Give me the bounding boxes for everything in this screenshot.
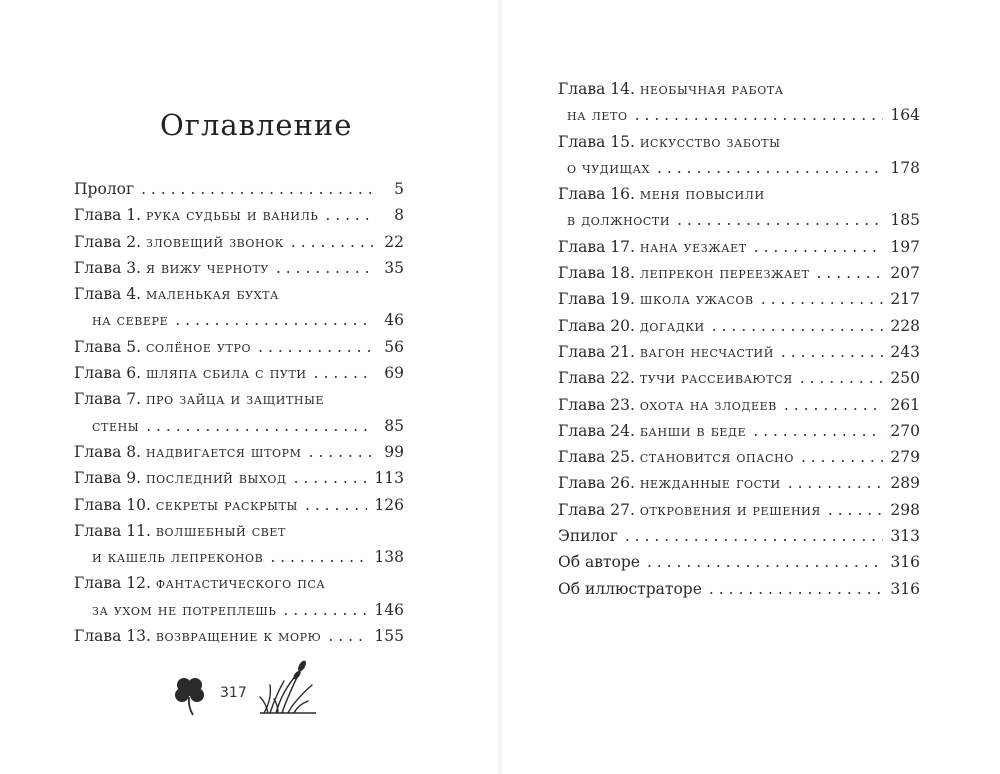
entry-title: искусство заботы <box>639 132 781 151</box>
entry-page: 185 <box>890 211 920 230</box>
entry-title: тучи рассеиваются <box>639 369 793 388</box>
toc-entry <box>74 492 404 518</box>
entry-page: 228 <box>890 316 920 335</box>
entry-title: лепрекон переезжает <box>639 264 810 283</box>
toc-entry <box>74 202 404 228</box>
toc-entry <box>558 181 920 234</box>
entry-title: вагон несчастий <box>639 342 774 361</box>
toc-entry <box>558 549 920 575</box>
entry-title: про зайца и защитные <box>145 390 325 409</box>
entry-title: секреты раскрыты <box>155 495 298 514</box>
toc-entry <box>558 392 920 418</box>
entry-label: Глава 2. <box>74 232 142 251</box>
entry-label: Глава 16. <box>558 185 635 204</box>
toc-entry <box>74 570 404 623</box>
entry-label: Глава 12. <box>74 574 151 593</box>
entry-page: 243 <box>890 342 920 361</box>
toc-entry <box>74 229 404 255</box>
entry-title: рука судьбы и ваниль <box>145 206 319 225</box>
entry-page: 164 <box>890 106 920 125</box>
entry-page: 261 <box>890 395 920 414</box>
entry-label: Глава 26. <box>558 474 635 493</box>
entry-page: 313 <box>890 527 920 546</box>
entry-label: Глава 7. <box>74 390 142 409</box>
toc-entry <box>74 439 404 465</box>
entry-page: 56 <box>384 337 404 356</box>
toc-entry <box>74 386 404 439</box>
entry-label: Глава 4. <box>74 285 142 304</box>
entry-title: становится опасно <box>639 448 794 467</box>
toc-entry <box>558 313 920 339</box>
entry-page: 69 <box>384 364 404 383</box>
entry-title: зловещий звонок <box>145 232 284 251</box>
entry-label: Глава 15. <box>558 132 635 151</box>
toc-entry <box>558 418 920 444</box>
entry-title: последний выход <box>145 469 287 488</box>
entry-label: Глава 1. <box>74 206 142 225</box>
entry-label: Глава 6. <box>74 364 142 383</box>
entry-label: Глава 3. <box>74 258 142 277</box>
entry-title: маленькая бухта <box>145 285 279 304</box>
entry-title: школа ужасов <box>639 290 754 309</box>
entry-label: Глава 10. <box>74 495 151 514</box>
entry-page: 22 <box>384 232 404 251</box>
entry-page: 146 <box>374 600 404 619</box>
entry-title: надвигается шторм <box>145 442 302 461</box>
entry-page: 5 <box>394 180 404 198</box>
entry-page: 197 <box>890 237 920 256</box>
entry-page: 270 <box>890 421 920 440</box>
entry-label: Глава 25. <box>558 448 635 467</box>
entry-title-continued: на лето <box>567 106 628 125</box>
toc-entry <box>74 360 404 386</box>
entry-label: Об авторе <box>558 553 640 572</box>
toc-entry <box>74 281 404 334</box>
entry-title: фантастического пса <box>155 574 326 593</box>
entry-page: 298 <box>890 500 920 519</box>
entry-label: Глава 27. <box>558 500 635 519</box>
toc-entry <box>74 623 404 649</box>
entry-title: я вижу черноту <box>145 258 269 277</box>
toc-entry <box>74 176 404 202</box>
toc-entry <box>558 523 920 549</box>
toc-entry <box>558 286 920 312</box>
entry-title-continued: о чудищах <box>567 158 651 177</box>
entry-title: нана уезжает <box>639 237 747 256</box>
entry-page: 289 <box>890 474 920 493</box>
entry-label: Глава 18. <box>558 264 635 283</box>
toc-entry <box>74 255 404 281</box>
entry-page: 316 <box>890 579 920 598</box>
entry-page: 279 <box>890 448 920 467</box>
entry-label: Глава 20. <box>558 316 635 335</box>
toc-list-right <box>558 76 920 602</box>
entry-label: Глава 8. <box>74 442 142 461</box>
entry-page: 85 <box>384 416 404 435</box>
page-title: Оглавление <box>160 108 353 142</box>
grass-icon <box>258 655 318 715</box>
entry-title: нежданные гости <box>639 474 781 493</box>
entry-title-continued: и кашель лепреконов <box>92 548 264 567</box>
toc-entry <box>558 260 920 286</box>
entry-page: 217 <box>890 290 920 309</box>
entry-page: 126 <box>374 495 404 514</box>
toc-entry <box>558 339 920 365</box>
entry-page: 8 <box>394 206 404 225</box>
entry-page: 155 <box>374 627 404 646</box>
entry-page: 178 <box>890 158 920 177</box>
entry-label: Глава 23. <box>558 395 635 414</box>
toc-entry <box>558 234 920 260</box>
toc-entry <box>558 444 920 470</box>
entry-title-continued: на севере <box>92 311 169 330</box>
entry-label: Глава 13. <box>74 627 151 646</box>
toc-entry <box>74 518 404 571</box>
entry-label: Глава 21. <box>558 342 635 361</box>
entry-label: Глава 11. <box>74 521 151 540</box>
entry-label: Глава 14. <box>558 80 635 98</box>
toc-entry <box>558 576 920 602</box>
entry-title: солёное утро <box>145 337 252 356</box>
entry-title: необычная работа <box>639 80 784 98</box>
entry-label: Глава 19. <box>558 290 635 309</box>
entry-title-continued: в должности <box>567 211 671 230</box>
toc-entry <box>558 470 920 496</box>
toc-entry <box>74 465 404 491</box>
toc-list-left <box>74 176 404 649</box>
entry-page: 138 <box>374 548 404 567</box>
clover-icon <box>170 673 210 717</box>
entry-page: 35 <box>384 258 404 277</box>
entry-label: Глава 24. <box>558 421 635 440</box>
page-number: 317 <box>220 685 247 701</box>
page-footer <box>170 655 330 715</box>
entry-page: 250 <box>890 369 920 388</box>
entry-title-continued: стены <box>92 416 140 435</box>
entry-title: меня повысили <box>639 185 765 204</box>
entry-label: Глава 5. <box>74 337 142 356</box>
entry-title-continued: за ухом не потреплешь <box>92 600 277 619</box>
entry-title: банши в беде <box>639 421 747 440</box>
entry-label: Глава 9. <box>74 469 142 488</box>
entry-page: 99 <box>384 442 404 461</box>
entry-title: волшебный свет <box>155 521 286 540</box>
entry-title: охота на злодеев <box>639 395 777 414</box>
entry-title: догадки <box>639 316 705 335</box>
entry-label: Эпилог <box>558 527 618 546</box>
entry-title: возвращение к морю <box>155 627 322 646</box>
entry-page: 113 <box>374 469 404 488</box>
entry-label: Глава 22. <box>558 369 635 388</box>
toc-entry <box>558 497 920 523</box>
toc-entry <box>558 129 920 182</box>
toc-entry <box>558 365 920 391</box>
entry-label: Глава 17. <box>558 237 635 256</box>
entry-title: шляпа сбила с пути <box>145 364 307 383</box>
entry-page: 46 <box>384 311 404 330</box>
toc-entry <box>558 76 920 129</box>
entry-label: Об иллюстраторе <box>558 579 702 598</box>
entry-page: 316 <box>890 553 920 572</box>
entry-title: откровения и решения <box>639 500 821 519</box>
toc-entry <box>74 334 404 360</box>
entry-label: Пролог <box>74 180 135 198</box>
entry-page: 207 <box>890 264 920 283</box>
